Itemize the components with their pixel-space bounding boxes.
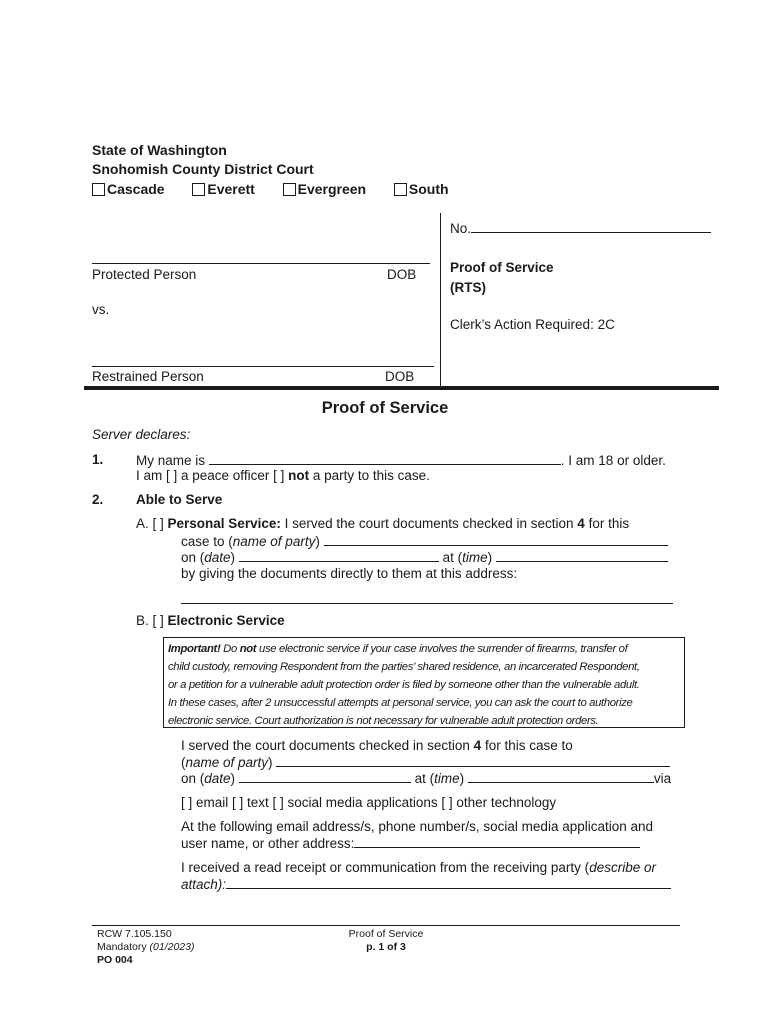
clerk-action: Clerk’s Action Required: 2C <box>450 317 615 332</box>
electronic-party-name-field[interactable] <box>276 754 670 767</box>
restrained-dob-label: DOB <box>385 369 415 384</box>
personal-address-field[interactable] <box>181 603 673 604</box>
important-line-4: In these cases, after 2 unsuccessful attempts at personal service, you can ask the court to authorize <box>168 697 633 709</box>
protected-dob-label: DOB <box>387 267 417 282</box>
important-line-2: child custody, removing Respondent from the parties’ shared residence, an incarcerated Respondent, <box>168 661 640 673</box>
option-b-served-line-2: (name of party) <box>181 754 670 770</box>
checkbox-cascade[interactable]: Cascade <box>92 181 165 197</box>
electronic-date-field[interactable] <box>239 770 411 783</box>
section-2-title: Able to Serve <box>136 492 223 507</box>
address-line-2: user name, or other address: <box>181 835 640 851</box>
important-line-1: Important! Do not use electronic service if your case involves the surrender of firearms, transfer of <box>168 643 628 655</box>
court-name: Snohomish County District Court <box>92 161 314 177</box>
section-1-number: 1. <box>92 452 104 467</box>
option-b-line-1: B. [ ] Electronic Service <box>136 613 285 628</box>
caption-divider <box>440 213 441 388</box>
option-a-line-3: on (date) at (time) <box>181 549 668 565</box>
address-line-1: At the following email address/s, phone number/s, social media application and <box>181 819 654 834</box>
server-declares: Server declares: <box>92 427 191 442</box>
electronic-service-checkbox[interactable]: B. [ ] <box>136 613 164 628</box>
option-a-line-2: case to (name of party) <box>181 533 668 549</box>
restrained-person-line[interactable] <box>92 366 434 367</box>
receipt-line-1: I received a read receipt or communication from the receiving party (describe or <box>181 860 656 875</box>
electronic-method-options[interactable]: [ ] email [ ] text [ ] social media applications [ ] other technology <box>181 795 557 810</box>
protected-person-label: Protected Person <box>92 267 197 282</box>
option-a-line-4: by giving the documents directly to them at this address: <box>181 566 518 581</box>
form-title: Proof of Service <box>450 260 554 275</box>
server-name-field[interactable] <box>209 452 561 465</box>
footer-title: Proof of Service <box>348 928 424 940</box>
court-location-options <box>92 181 449 197</box>
caption-bottom-rule <box>84 386 719 390</box>
page-title: Proof of Service <box>321 399 449 417</box>
versus-label: vs. <box>92 302 110 317</box>
personal-party-name-field[interactable] <box>324 533 668 546</box>
receipt-description-field[interactable] <box>226 876 671 889</box>
protected-person-line[interactable] <box>92 263 430 264</box>
receipt-line-2: attach): <box>181 876 671 892</box>
footer-form-number: PO 004 <box>97 954 133 966</box>
important-line-5: electronic service. Court authorization is not necessary for vulnerable adult protection orders. <box>168 715 599 727</box>
electronic-address-field[interactable] <box>354 835 640 848</box>
important-notice-box <box>163 637 685 728</box>
checkbox-everett[interactable]: Everett <box>192 181 254 197</box>
footer-page-number: p. 1 of 3 <box>366 941 406 953</box>
footer-rcw: RCW 7.105.150 <box>97 928 172 940</box>
checkbox-evergreen[interactable]: Evergreen <box>283 181 366 197</box>
electronic-time-field[interactable] <box>468 770 654 783</box>
personal-time-field[interactable] <box>496 549 668 562</box>
case-number-field[interactable] <box>471 220 711 233</box>
footer-rule <box>92 925 680 926</box>
section-2-number: 2. <box>92 492 104 507</box>
form-subtitle: (RTS) <box>450 280 486 295</box>
personal-date-field[interactable] <box>239 549 439 562</box>
section-1-name-line: My name is . I am 18 or older. <box>136 453 666 468</box>
important-line-3: or a petition for a vulnerable adult protection order is filed by someone other than the vulnerable adult. <box>168 679 640 691</box>
option-b-served-line-3: on (date) at (time) via <box>181 771 672 786</box>
state-name: State of Washington <box>92 142 227 158</box>
option-a-line-1: A. [ ] Personal Service: I served the court documents checked in section 4 for this <box>136 516 630 531</box>
restrained-person-label: Restrained Person <box>92 369 204 384</box>
case-number: No. <box>450 220 711 236</box>
footer-mandatory: Mandatory (01/2023) <box>97 941 195 953</box>
checkbox-south[interactable]: South <box>394 181 449 197</box>
personal-service-checkbox[interactable]: A. [ ] <box>136 516 164 531</box>
option-b-served-line-1: I served the court documents checked in section 4 for this case to <box>181 738 573 753</box>
section-1-status-line: I am [ ] a peace officer [ ] not a party to this case. <box>136 468 430 483</box>
